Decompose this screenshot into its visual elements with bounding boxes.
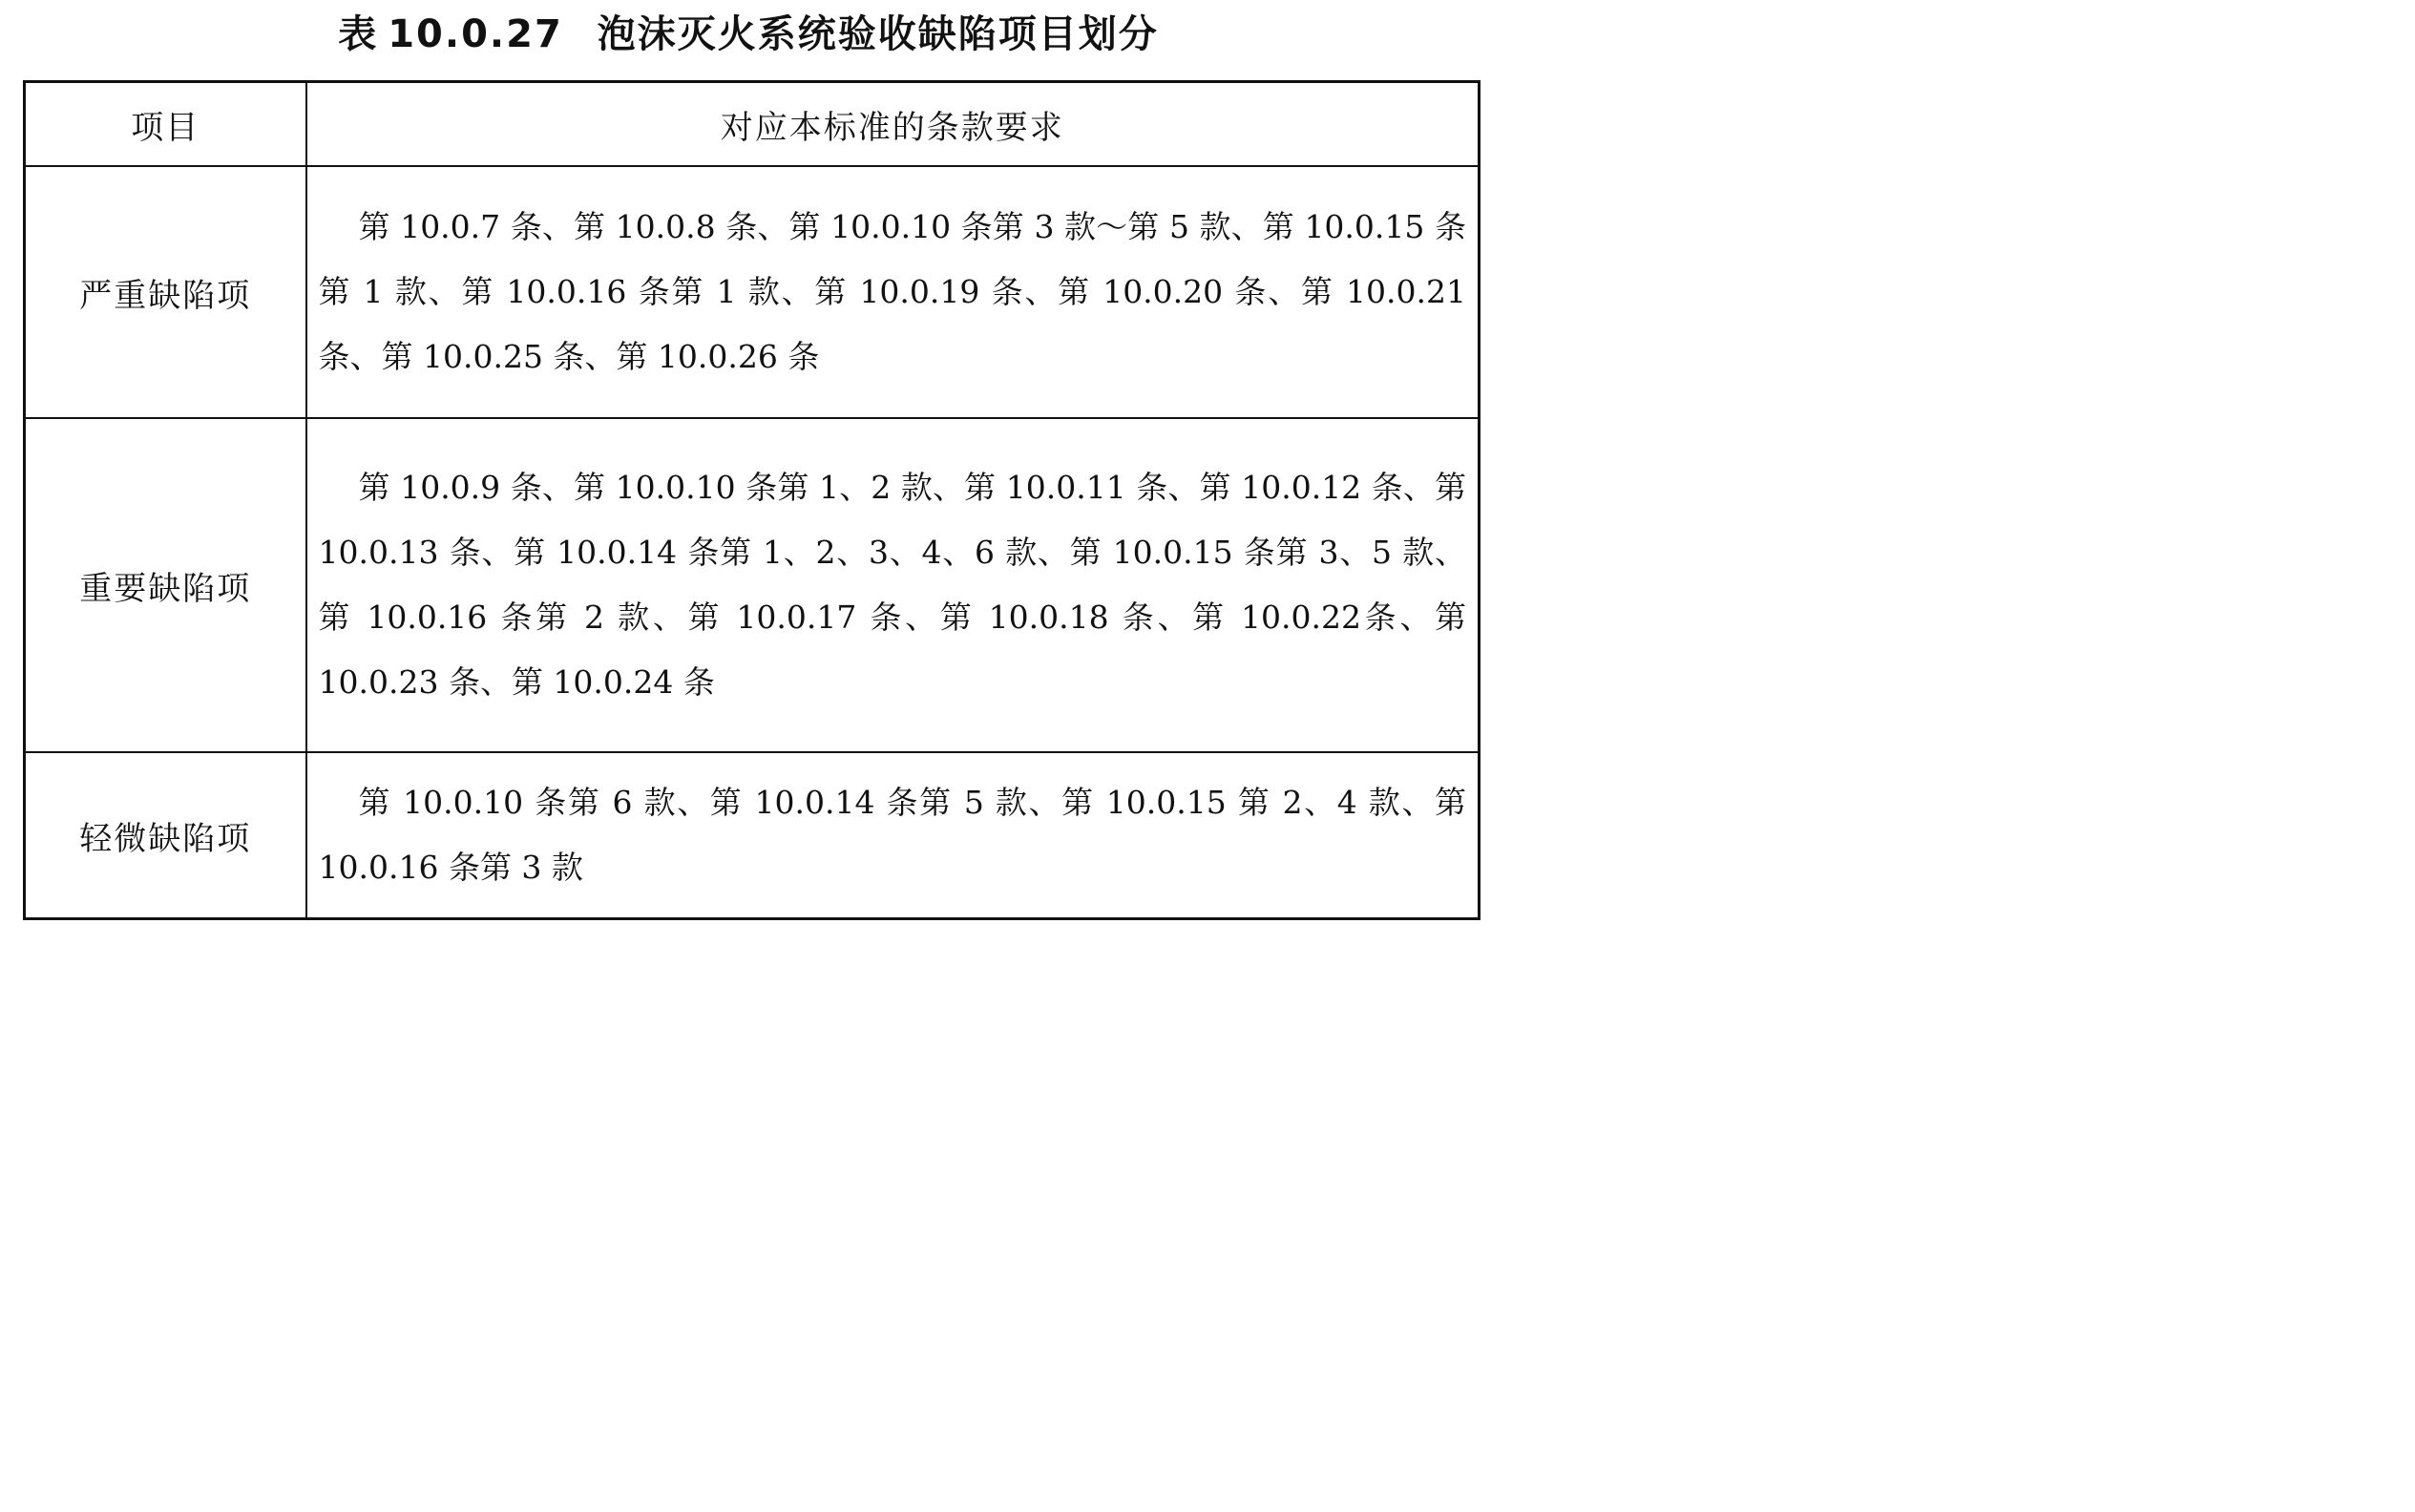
important-defect-label: 重要缺陷项	[25, 418, 306, 752]
table-row-minor	[25, 752, 1480, 919]
table-row-important	[25, 418, 1480, 752]
table-number: 10.0.27	[388, 12, 563, 56]
table-row-severe	[25, 166, 1480, 418]
important-defect-clauses: 第 10.0.9 条、第 10.0.10 条第 1、2 款、第 10.0.11 条、第 10.0.12 条、第 10.0.13 条、第 10.0.14 条第 1、2、3、4、6 款、第 10.0.15 条第 3、5 款、第 10.0.16 条第 2 款、第 10.0.17 条、第 10.0.18 条、第 10.0.22条、第 10.0.23 条、第 10.0.24 条	[306, 418, 1480, 752]
header-item: 项目	[25, 82, 306, 167]
severe-defect-label: 严重缺陷项	[25, 166, 306, 418]
table-title-label: 表	[338, 12, 379, 56]
severe-defect-clauses: 第 10.0.7 条、第 10.0.8 条、第 10.0.10 条第 3 款～第 5 款、第 10.0.15 条第 1 款、第 10.0.16 条第 1 款、第 10.0.19 条、第 10.0.20 条、第 10.0.21 条、第 10.0.25 条、第 10.0.26 条	[306, 166, 1480, 418]
table-header-row	[25, 82, 1480, 167]
minor-defect-clauses: 第 10.0.10 条第 6 款、第 10.0.14 条第 5 款、第 10.0.15 第 2、4 款、第 10.0.16 条第 3 款	[306, 752, 1480, 919]
table-title	[0, 8, 1497, 61]
defect-classification-table	[23, 80, 1480, 920]
table-title-text: 泡沫灭火系统验收缺陷项目划分	[597, 12, 1159, 56]
minor-defect-label: 轻微缺陷项	[25, 752, 306, 919]
header-requirement: 对应本标准的条款要求	[306, 82, 1480, 167]
